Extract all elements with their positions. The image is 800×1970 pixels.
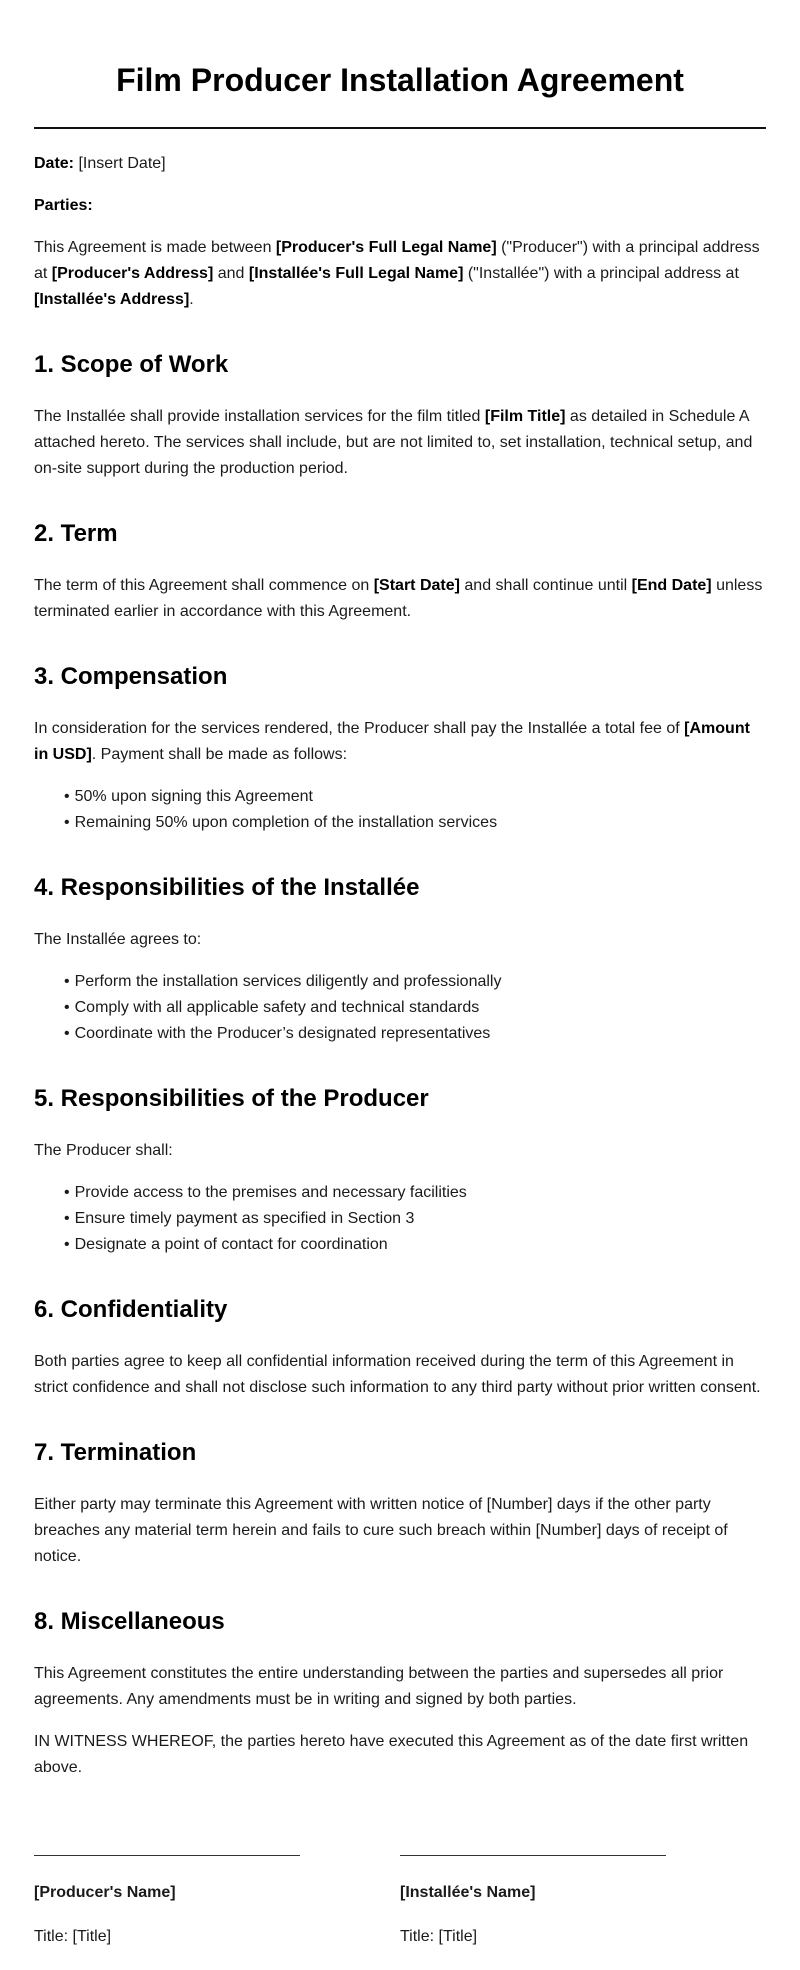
compensation-bullet-list [34, 784, 766, 836]
list-item [64, 1232, 766, 1258]
end-date-placeholder: [End Date] [631, 577, 712, 594]
signature-title-installee: Title: [Title] [400, 1928, 478, 1945]
section-body-installee: The Installée agrees to: [34, 931, 202, 948]
list-item [64, 784, 766, 810]
section-heading-misc: 8. Miscellaneous [34, 1608, 225, 1635]
scope-text: The Installée shall provide installation services for the film titled [34, 408, 485, 425]
start-date-placeholder: [Start Date] [373, 577, 460, 594]
signature-name-producer: [Producer's Name] [34, 1884, 176, 1901]
producer-name-placeholder: [Producer's Full Legal Name] [275, 239, 497, 256]
signature-title-producer: Title: [Title] [34, 1928, 112, 1945]
compensation-text: In consideration for the services rendered, the Producer shall pay the Installée a total fee of [34, 720, 685, 737]
list-item [64, 995, 766, 1021]
section-body-term [34, 573, 766, 625]
section-heading-confidentiality: 6. Confidentiality [34, 1296, 228, 1323]
signature-installee [400, 1855, 766, 1950]
list-item [64, 1180, 766, 1206]
date-line [34, 151, 766, 177]
bullet-glyph: • [64, 1236, 70, 1253]
intro-paragraph [34, 235, 766, 313]
section-heading-termination: 7. Termination [34, 1439, 197, 1466]
section-heading-compensation: 3. Compensation [34, 663, 228, 690]
amount-placeholder: [Amount in USD] [34, 720, 750, 763]
compensation-text: . Payment shall be made as follows: [91, 746, 348, 763]
section-body-producer: The Producer shall: [34, 1142, 173, 1159]
installee-bullet-list [34, 969, 766, 1047]
section-body-confidentiality: Both parties agree to keep all confidential information received during the term of this Agreement in strict confidence and shall not disclose such information to any third party without prior written consent. [34, 1353, 761, 1396]
intro-text: . [189, 291, 194, 308]
term-text: The term of this Agreement shall commence on [34, 577, 374, 594]
signature-name-installee: [Installée's Name] [400, 1884, 536, 1901]
parties-label-line [34, 193, 766, 219]
intro-text: and [213, 265, 249, 282]
bullet-glyph: • [64, 999, 70, 1016]
list-item [64, 969, 766, 995]
signature-line-producer [34, 1855, 300, 1856]
section-body-compensation [34, 716, 766, 768]
section-heading-scope: 1. Scope of Work [34, 351, 229, 378]
term-text: and shall continue until [459, 577, 632, 594]
list-item-text: Perform the installation services diligently and professionally [74, 973, 502, 990]
section-body-misc-1: This Agreement constitutes the entire understanding between the parties and supersedes all prior agreements. Any amendments must be in writing and signed by both parties. [34, 1665, 724, 1708]
bullet-glyph: • [64, 788, 70, 805]
bullet-glyph: • [64, 973, 70, 990]
bullet-glyph: • [64, 814, 70, 831]
signature-producer [34, 1855, 400, 1950]
intro-text: This Agreement is made between [34, 239, 276, 256]
list-item-text: Remaining 50% upon completion of the installation services [74, 814, 498, 831]
section-heading-installee: 4. Responsibilities of the Installée [34, 874, 420, 901]
list-item-text: 50% upon signing this Agreement [74, 788, 313, 805]
producer-bullet-list [34, 1180, 766, 1258]
term-text: unless terminated earlier in accordance with this Agreement. [34, 577, 763, 620]
intro-text: ("Producer") with a principal address at [34, 239, 760, 282]
date-label: Date: [34, 155, 75, 172]
signature-line-installee [400, 1855, 666, 1856]
scope-text: as detailed in Schedule A attached hereto. The services shall include, but are not limited to, set installation, technical setup, and on-site support during the production period. [34, 408, 753, 477]
list-item [64, 1206, 766, 1232]
section-heading-producer: 5. Responsibilities of the Producer [34, 1085, 429, 1112]
parties-label: Parties: [34, 197, 93, 214]
section-body-scope [34, 404, 766, 482]
bullet-glyph: • [64, 1025, 70, 1042]
intro-text: ("Installée") with a principal address at [463, 265, 739, 282]
list-item-text: Ensure timely payment as specified in Section 3 [74, 1210, 415, 1227]
list-item-text: Provide access to the premises and necessary facilities [74, 1184, 467, 1201]
installee-name-placeholder: [Installée's Full Legal Name] [248, 265, 464, 282]
bullet-glyph: • [64, 1210, 70, 1227]
signature-block [34, 1855, 766, 1950]
date-value: [Insert Date] [74, 155, 166, 172]
list-item-text: Comply with all applicable safety and technical standards [74, 999, 480, 1016]
list-item [64, 810, 766, 836]
list-item-text: Designate a point of contact for coordination [74, 1236, 388, 1253]
film-title-placeholder: [Film Title] [484, 408, 566, 425]
title-divider [34, 127, 766, 129]
installee-address-placeholder: [Installée's Address] [34, 291, 190, 308]
section-body-misc-2: IN WITNESS WHEREOF, the parties hereto have executed this Agreement as of the date first written above. [34, 1733, 749, 1776]
bullet-glyph: • [64, 1184, 70, 1201]
producer-address-placeholder: [Producer's Address] [51, 265, 214, 282]
list-item [64, 1021, 766, 1047]
section-heading-term: 2. Term [34, 520, 118, 547]
list-item-text: Coordinate with the Producer’s designated representatives [74, 1025, 491, 1042]
section-body-termination: Either party may terminate this Agreement with written notice of [Number] days if the other party breaches any material term herein and fails to cure such breach within [Number] days of receipt of notice. [34, 1496, 728, 1565]
document-title: Film Producer Installation Agreement [116, 62, 684, 98]
